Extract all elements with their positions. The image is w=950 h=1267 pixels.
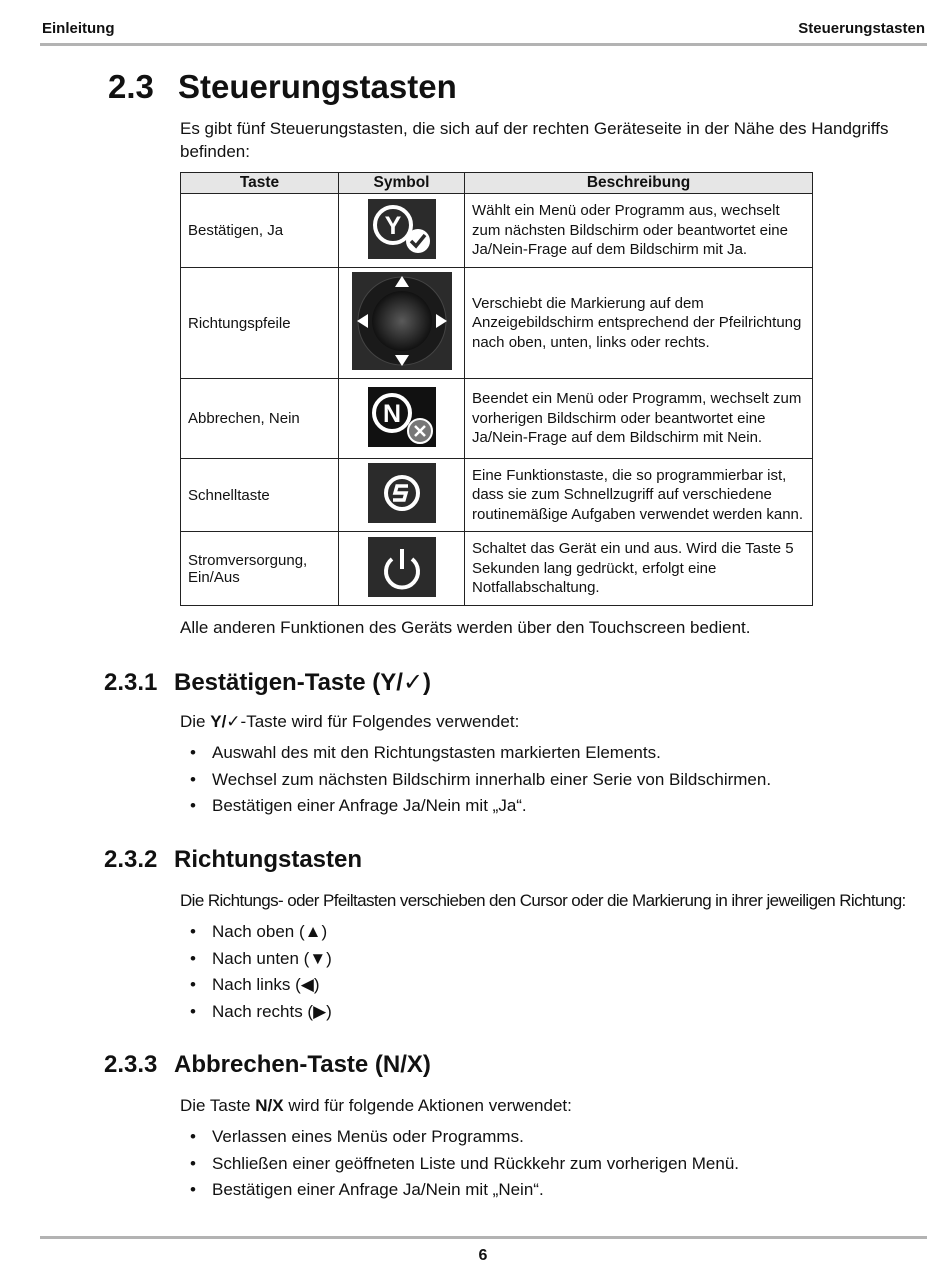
list-item: • Verlassen eines Menüs oder Programms. (190, 1124, 739, 1151)
footer-rule (40, 1236, 927, 1239)
subsection-title: Abbrechen-Taste (N/X) (174, 1051, 431, 1078)
list-item: • Nach oben (▲) (190, 919, 332, 946)
subsection-intro (180, 710, 519, 733)
key-name: Schnelltaste (181, 459, 339, 532)
subsection-title: Bestätigen-Taste (Y/✓) (174, 669, 432, 696)
subsection-heading (104, 668, 431, 697)
subsection-intro (180, 1094, 572, 1117)
intro-text: -Taste wird für Folgendes verwendet: (240, 712, 520, 731)
section-intro: Es gibt fünf Steuerungstasten, die sich auf der rechten Geräteseite in der Nähe des Handgriffs befinden: (180, 119, 889, 161)
bullet-list (190, 1124, 739, 1204)
section-title: Steuerungstasten (178, 68, 457, 105)
list-item: • Bestätigen einer Anfrage Ja/Nein mit „Ja“. (190, 793, 771, 820)
table-header-symbol: Symbol (339, 173, 465, 194)
key-symbol-cell (339, 194, 465, 268)
list-item: • Nach links (◀) (190, 972, 332, 999)
subsection-heading (104, 846, 362, 874)
intro-text: Die (180, 712, 211, 731)
table-row (181, 268, 813, 379)
list-item: • Nach rechts (▶) (190, 999, 332, 1026)
intro-key-label: N/X (255, 1096, 284, 1115)
direction-pad-icon (352, 272, 452, 374)
list-item: • Auswahl des mit den Richtungstasten markierten Elements. (190, 740, 771, 767)
subsection-number: 2.3.1 (104, 669, 158, 696)
running-header-section: Steuerungstasten (798, 20, 925, 37)
table-header-row (181, 173, 813, 194)
bullet-list (190, 919, 332, 1025)
key-description: Beendet ein Menü oder Programm, wechselt zum vorherigen Bildschirm oder beantwortet eine Ja/Nein-Frage auf dem Bildschirm mit Nein. (465, 379, 813, 459)
key-symbol-cell (339, 459, 465, 532)
subsection-number: 2.3.3 (104, 1051, 158, 1078)
table-row (181, 532, 813, 606)
intro-text: Die Taste (180, 1096, 256, 1115)
table-row (181, 459, 813, 532)
table-row (181, 194, 813, 268)
subsection-title: Richtungstasten (174, 846, 363, 873)
yes-check-key-icon (368, 199, 436, 263)
key-symbol-cell (339, 268, 465, 379)
intro-text: wird für folgende Aktionen verwendet: (283, 1096, 572, 1115)
subsection-heading (104, 1051, 431, 1079)
intro-key-label: Y/✓ (210, 712, 241, 731)
bullet-list (190, 740, 771, 820)
key-description: Schaltet das Gerät ein und aus. Wird die Taste 5 Sekunden lang gedrückt, erfolgt eine Notfallabschaltung. (465, 532, 813, 606)
key-name: Richtungspfeile (181, 268, 339, 379)
page-number: 6 (478, 1247, 488, 1264)
key-name: Abbrechen, Nein (181, 379, 339, 459)
subsection-intro: Die Richtungs- oder Pfeiltasten verschieben den Cursor oder die Markierung in ihrer jeweiligen Richtung: (180, 891, 906, 910)
no-cancel-key-icon (368, 387, 436, 451)
key-description: Eine Funktionstaste, die so programmierbar ist, dass sie zum Schnellzugriff auf verschiedene routinemäßige Aufgaben verwendet werden kann. (465, 459, 813, 532)
table-row (181, 379, 813, 459)
list-item: • Bestätigen einer Anfrage Ja/Nein mit „Nein“. (190, 1177, 739, 1204)
power-key-icon (368, 537, 436, 601)
svg-text:Y: Y (384, 211, 401, 240)
key-description: Wählt ein Menü oder Programm aus, wechselt zum nächsten Bildschirm oder beantwortet eine Ja/Nein-Frage auf dem Bildschirm mit Ja. (465, 194, 813, 268)
section-number: 2.3 (108, 68, 154, 105)
list-item: • Nach unten (▼) (190, 946, 332, 973)
key-symbol-cell (339, 532, 465, 606)
key-symbol-cell (339, 379, 465, 459)
key-name: Bestätigen, Ja (181, 194, 339, 268)
key-name: Stromversorgung, Ein/Aus (181, 532, 339, 606)
section-outro: Alle anderen Funktionen des Geräts werden über den Touchscreen bedient. (180, 618, 751, 637)
header-rule (40, 43, 927, 46)
table-header-description: Beschreibung (465, 173, 813, 194)
list-item: • Schließen einer geöffneten Liste und Rückkehr zum vorherigen Menü. (190, 1151, 739, 1178)
key-description: Verschiebt die Markierung auf dem Anzeigebildschirm entsprechend der Pfeilrichtung nach oben, unten, links oder rechts. (465, 268, 813, 379)
section-heading (108, 68, 457, 106)
subsection-number: 2.3.2 (104, 846, 158, 873)
table-header-key: Taste (181, 173, 339, 194)
svg-text:N: N (382, 399, 401, 428)
running-header-chapter: Einleitung (42, 20, 115, 37)
control-keys-table (180, 172, 813, 606)
list-item: • Wechsel zum nächsten Bildschirm innerhalb einer Serie von Bildschirmen. (190, 767, 771, 794)
shortcut-key-icon (368, 463, 436, 527)
